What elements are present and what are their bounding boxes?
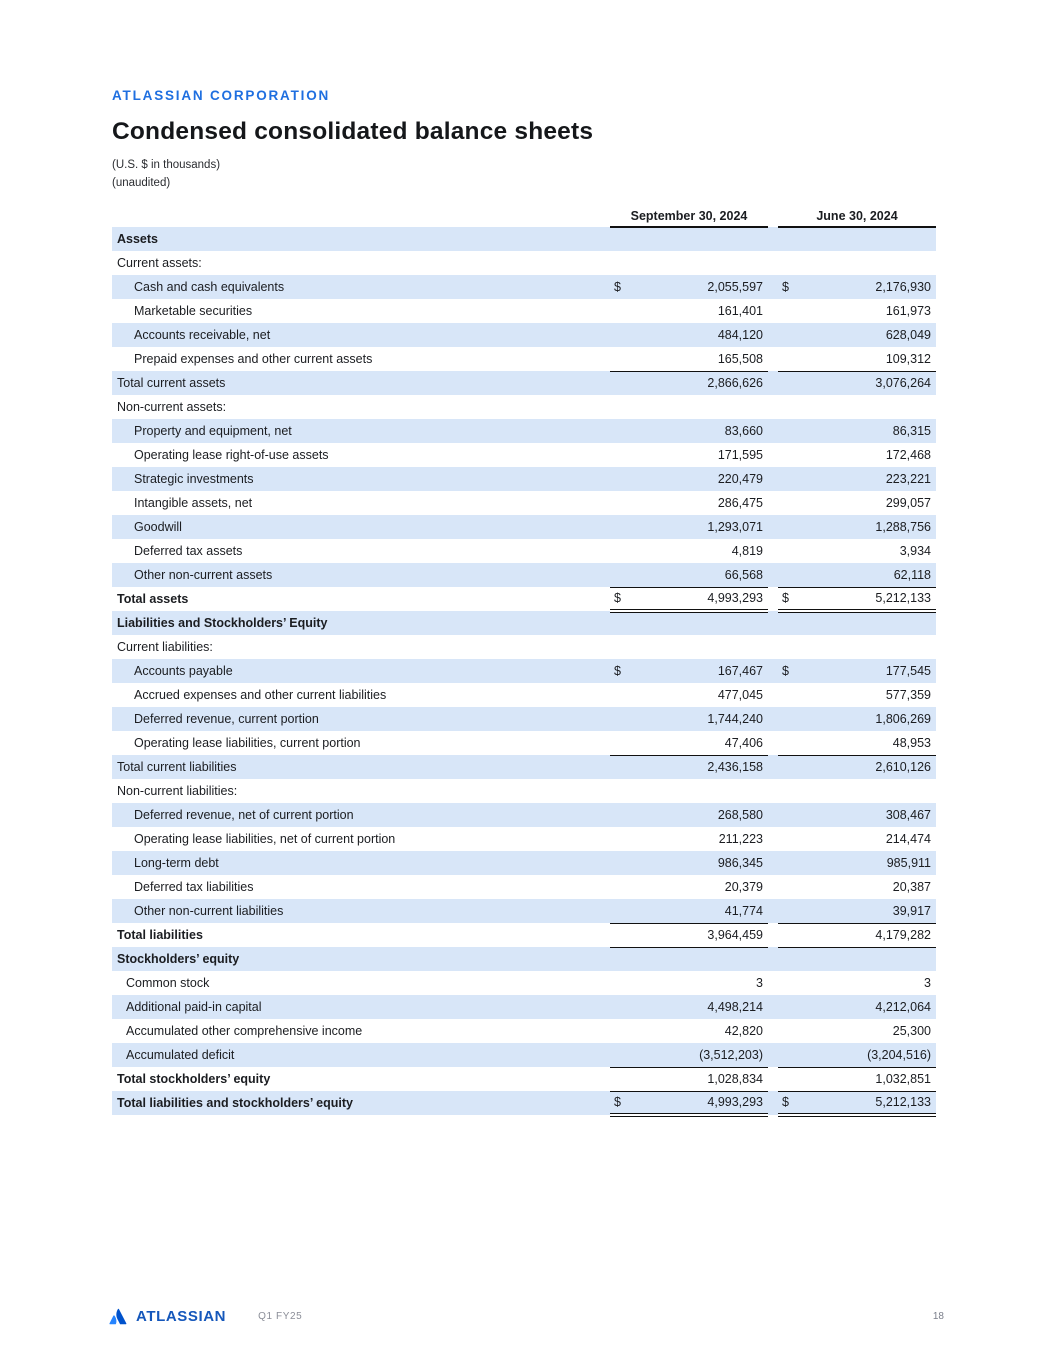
row-label: Deferred revenue, current portion	[134, 712, 319, 726]
column-gap	[768, 755, 778, 779]
value-col1: 3,964,459	[644, 923, 768, 947]
value-col2: 62,118	[812, 563, 936, 587]
row-label: Common stock	[126, 976, 210, 990]
dollar-sign-col2	[778, 539, 812, 563]
row-label: Deferred tax assets	[134, 544, 243, 558]
dollar-sign-col2	[778, 851, 812, 875]
column-gap	[768, 971, 778, 995]
column-gap	[768, 515, 778, 539]
table-row	[112, 611, 936, 635]
row-label: Other non-current assets	[134, 568, 273, 582]
value-col1: 3	[756, 976, 763, 990]
dollar-sign-col2	[778, 251, 812, 275]
column-gap	[768, 467, 778, 491]
table-row	[112, 323, 936, 347]
dollar-sign-col1	[610, 923, 644, 947]
dollar-sign-col2: $	[782, 664, 789, 678]
value-col2	[812, 635, 936, 659]
row-label: Operating lease right-of-use assets	[134, 448, 329, 462]
column-gap	[768, 947, 778, 971]
table-row	[112, 587, 936, 611]
dollar-sign-col2	[778, 995, 812, 1019]
row-label: Intangible assets, net	[134, 496, 253, 510]
column-gap	[768, 251, 778, 275]
value-col2	[812, 227, 936, 251]
row-label: Marketable securities	[134, 304, 253, 318]
atlassian-logo-icon	[108, 1306, 129, 1327]
column-gap	[768, 491, 778, 515]
value-col1: (3,512,203)	[644, 1043, 768, 1067]
value-col2: 1,806,269	[875, 712, 931, 726]
value-col1: 484,120	[717, 328, 763, 342]
dollar-sign-col2: $	[778, 1091, 812, 1115]
dollar-sign-col2	[778, 707, 812, 731]
column-gap	[768, 875, 778, 899]
dollar-sign-col2	[778, 467, 812, 491]
column-gap	[768, 1091, 778, 1115]
dollar-sign-col1	[610, 971, 644, 995]
dollar-sign-col2	[778, 875, 812, 899]
value-col2: 39,917	[812, 899, 936, 923]
value-col1	[644, 611, 768, 635]
column-gap	[768, 347, 778, 371]
balance-sheet-body	[112, 227, 936, 1115]
value-col1	[644, 227, 768, 251]
report-period: Q1 FY25	[258, 1311, 303, 1322]
column-header-june: June 30, 2024	[778, 203, 936, 227]
dollar-sign-col1	[610, 251, 644, 275]
column-gap	[768, 419, 778, 443]
dollar-sign-col1	[610, 803, 644, 827]
column-gap	[768, 683, 778, 707]
table-row	[112, 635, 936, 659]
value-col2: 1,032,851	[812, 1067, 936, 1091]
row-label: Total current assets	[117, 376, 226, 390]
column-gap	[768, 443, 778, 467]
column-gap	[768, 803, 778, 827]
dollar-sign-col1: $	[614, 664, 621, 678]
dollar-sign-col1	[610, 1019, 644, 1043]
row-label: Cash and cash equivalents	[134, 280, 285, 294]
table-row	[112, 875, 936, 899]
dollar-sign-col2	[778, 227, 812, 251]
dollar-sign-col2	[778, 683, 812, 707]
value-col2: 177,545	[885, 664, 931, 678]
value-col1: 1,293,071	[707, 520, 763, 534]
table-row	[112, 1043, 936, 1067]
dollar-sign-col2	[778, 1019, 812, 1043]
page-title: Condensed consolidated balance sheets	[112, 118, 594, 145]
dollar-sign-col1	[610, 227, 644, 251]
row-label: Deferred tax liabilities	[134, 880, 254, 894]
dollar-sign-col1	[610, 539, 644, 563]
row-label: Operating lease liabilities, net of current portion	[134, 832, 396, 846]
dollar-sign-col1	[610, 1043, 644, 1067]
column-gap	[768, 1019, 778, 1043]
dollar-sign-col1	[610, 947, 644, 971]
row-label: Current liabilities:	[117, 640, 213, 654]
dollar-sign-col2	[778, 635, 812, 659]
table-row	[112, 443, 936, 467]
dollar-sign-col1	[610, 827, 644, 851]
dollar-sign-col1	[610, 443, 644, 467]
table-row	[112, 371, 936, 395]
value-col2: 3,934	[899, 544, 931, 558]
table-row	[112, 683, 936, 707]
dollar-sign-col2	[778, 971, 812, 995]
column-gap	[768, 227, 778, 251]
table-row	[112, 755, 936, 779]
value-col2: 2,176,930	[875, 280, 931, 294]
dollar-sign-col2	[778, 827, 812, 851]
table-row	[112, 1019, 936, 1043]
dollar-sign-col1	[610, 467, 644, 491]
value-col2: 985,911	[886, 856, 931, 870]
table-row	[112, 731, 936, 755]
unaudited-note: (unaudited)	[112, 177, 171, 189]
table-row	[112, 659, 936, 683]
value-col1: 286,475	[717, 496, 763, 510]
value-col2: 109,312	[812, 347, 936, 371]
value-col2	[812, 947, 936, 971]
column-header-row	[112, 203, 936, 227]
dollar-sign-col2	[778, 443, 812, 467]
dollar-sign-col2	[778, 395, 812, 419]
column-gap	[768, 611, 778, 635]
dollar-sign-col1: $	[610, 587, 644, 611]
value-col2: 299,057	[885, 496, 931, 510]
dollar-sign-col1	[610, 707, 644, 731]
dollar-sign-col1	[610, 611, 644, 635]
value-col1: 165,508	[644, 347, 768, 371]
dollar-sign-col2	[778, 323, 812, 347]
atlassian-wordmark: ATLASSIAN	[136, 1308, 227, 1325]
row-label: Deferred revenue, net of current portion	[134, 808, 354, 822]
value-col2: 172,468	[885, 448, 931, 462]
dollar-sign-col2	[778, 731, 812, 755]
table-row	[112, 947, 936, 971]
dollar-sign-col1	[610, 851, 644, 875]
value-col2: 223,221	[885, 472, 931, 486]
row-label: Other non-current liabilities	[134, 904, 284, 918]
column-gap	[768, 563, 778, 587]
row-label: Long-term debt	[134, 856, 219, 870]
column-gap	[768, 635, 778, 659]
value-col2: 161,973	[885, 304, 931, 318]
table-row	[112, 1067, 936, 1091]
value-col1: 986,345	[717, 856, 763, 870]
dollar-sign-col1	[610, 995, 644, 1019]
row-label: Accumulated deficit	[126, 1048, 235, 1062]
dollar-sign-col2	[778, 803, 812, 827]
dollar-sign-col1	[610, 683, 644, 707]
value-col1	[644, 947, 768, 971]
row-label: Assets	[117, 232, 158, 246]
dollar-sign-col1	[610, 635, 644, 659]
value-col2: 3,076,264	[875, 376, 931, 391]
dollar-sign-col1	[610, 563, 644, 587]
column-gap	[768, 1043, 778, 1067]
row-label: Total liabilities and stockholders’ equity	[117, 1096, 353, 1110]
value-col2: 86,315	[892, 424, 931, 438]
row-label: Total current liabilities	[117, 760, 237, 774]
page-footer	[108, 1306, 948, 1327]
dollar-sign-col1	[610, 1067, 644, 1091]
dollar-sign-col2	[778, 611, 812, 635]
row-label: Accrued expenses and other current liabilities	[134, 688, 387, 702]
page-number: 18	[932, 1311, 944, 1322]
row-label: Total assets	[117, 592, 189, 606]
dollar-sign-col1	[610, 731, 644, 755]
row-label: Strategic investments	[134, 472, 254, 486]
value-col1	[644, 635, 768, 659]
value-col2: 308,467	[885, 808, 931, 822]
value-col1	[644, 779, 768, 803]
row-label: Liabilities and Stockholders’ Equity	[117, 616, 328, 630]
value-col1: 47,406	[644, 731, 768, 755]
value-col1: 1,744,240	[707, 712, 763, 726]
dollar-sign-col1: $	[614, 280, 621, 294]
page-content	[112, 0, 936, 1117]
dollar-sign-col2: $	[778, 587, 812, 611]
table-row	[112, 923, 936, 947]
table-row	[112, 491, 936, 515]
value-col2: 1,288,756	[875, 520, 931, 534]
value-col2: 4,179,282	[812, 923, 936, 947]
value-col2	[812, 611, 936, 635]
value-col1: 2,055,597	[707, 280, 763, 294]
table-row	[112, 1091, 936, 1115]
value-col1: 477,045	[717, 688, 763, 702]
row-label: Goodwill	[134, 520, 182, 534]
subtitle-notes	[112, 156, 936, 192]
column-gap	[768, 203, 778, 227]
atlassian-logo	[108, 1306, 226, 1327]
value-col1: 4,993,293	[644, 587, 768, 611]
value-col1: 4,993,293	[644, 1091, 768, 1115]
row-label: Non-current assets:	[117, 400, 227, 414]
dollar-sign-col2	[778, 491, 812, 515]
dollar-sign-col2	[778, 779, 812, 803]
dollar-sign-col1	[610, 755, 644, 779]
dollar-sign-col2	[778, 1067, 812, 1091]
column-gap	[768, 827, 778, 851]
row-label: Accounts receivable, net	[134, 328, 271, 342]
row-label: Non-current liabilities:	[117, 784, 238, 798]
dollar-sign-col1: $	[610, 1091, 644, 1115]
value-col1: 66,568	[644, 563, 768, 587]
column-gap	[768, 371, 778, 395]
column-gap	[768, 587, 778, 611]
value-col1: 4,498,214	[707, 1000, 763, 1014]
value-col2: 214,474	[885, 832, 931, 846]
row-label: Accounts payable	[134, 664, 233, 678]
value-col2: 25,300	[892, 1024, 931, 1038]
dollar-sign-col2	[778, 419, 812, 443]
dollar-sign-col2	[778, 899, 812, 923]
row-label: Current assets:	[117, 256, 202, 270]
value-col2: (3,204,516)	[812, 1043, 936, 1067]
units-note: (U.S. $ in thousands)	[112, 159, 221, 171]
value-col2: 4,212,064	[875, 1000, 931, 1014]
row-label: Accumulated other comprehensive income	[126, 1024, 363, 1038]
dollar-sign-col2	[778, 299, 812, 323]
column-gap	[768, 539, 778, 563]
table-row	[112, 395, 936, 419]
table-row	[112, 419, 936, 443]
dollar-sign-col2: $	[782, 280, 789, 294]
table-row	[112, 707, 936, 731]
row-label: Additional paid-in capital	[126, 1000, 262, 1014]
table-row	[112, 275, 936, 299]
row-label: Stockholders’ equity	[117, 952, 240, 966]
table-row	[112, 227, 936, 251]
value-col2: 577,359	[885, 688, 931, 702]
value-col2: 628,049	[885, 328, 931, 342]
value-col2	[812, 779, 936, 803]
dollar-sign-col2	[778, 515, 812, 539]
value-col1: 167,467	[717, 664, 763, 678]
dollar-sign-col1	[610, 419, 644, 443]
balance-sheet-table	[112, 203, 936, 1117]
column-gap	[768, 275, 778, 299]
table-row	[112, 563, 936, 587]
table-row	[112, 299, 936, 323]
dollar-sign-col1	[610, 515, 644, 539]
dollar-sign-col1	[610, 347, 644, 371]
dollar-sign-col2	[778, 371, 812, 395]
table-row	[112, 251, 936, 275]
table-row	[112, 515, 936, 539]
row-label: Prepaid expenses and other current assets	[134, 352, 373, 366]
value-col1: 2,436,158	[707, 760, 763, 775]
value-col1: 83,660	[724, 424, 763, 438]
column-gap	[768, 395, 778, 419]
dollar-sign-col2	[778, 923, 812, 947]
table-row	[112, 827, 936, 851]
column-gap	[768, 851, 778, 875]
value-col2	[812, 251, 936, 275]
dollar-sign-col2	[778, 947, 812, 971]
table-row	[112, 467, 936, 491]
dollar-sign-col1	[610, 779, 644, 803]
row-label: Total liabilities	[117, 928, 203, 942]
column-gap	[768, 323, 778, 347]
column-gap	[768, 995, 778, 1019]
value-col2: 48,953	[812, 731, 936, 755]
table-row	[112, 971, 936, 995]
company-name: ATLASSIAN CORPORATION	[112, 88, 331, 103]
dollar-sign-col2	[778, 755, 812, 779]
value-col2: 3	[924, 976, 931, 990]
row-label: Total stockholders’ equity	[117, 1072, 271, 1086]
dollar-sign-col1	[610, 875, 644, 899]
dollar-sign-col1	[610, 491, 644, 515]
table-row	[112, 803, 936, 827]
dollar-sign-col2	[778, 347, 812, 371]
column-gap	[768, 659, 778, 683]
value-col1: 4,819	[731, 544, 763, 558]
dollar-sign-col1	[610, 395, 644, 419]
dollar-sign-col1	[610, 299, 644, 323]
column-gap	[768, 731, 778, 755]
dollar-sign-col1	[610, 371, 644, 395]
value-col1	[644, 395, 768, 419]
table-row	[112, 899, 936, 923]
value-col1: 41,774	[644, 899, 768, 923]
column-gap	[768, 899, 778, 923]
value-col1: 268,580	[717, 808, 763, 822]
value-col2: 20,387	[892, 880, 931, 894]
value-col2: 5,212,133	[812, 1091, 936, 1115]
dollar-sign-col2	[778, 1043, 812, 1067]
value-col1: 1,028,834	[644, 1067, 768, 1091]
value-col1: 171,595	[717, 448, 763, 462]
value-col1: 220,479	[717, 472, 763, 486]
row-label: Property and equipment, net	[134, 424, 292, 438]
value-col1: 161,401	[717, 304, 763, 318]
table-row	[112, 539, 936, 563]
table-row	[112, 995, 936, 1019]
value-col2: 5,212,133	[812, 587, 936, 611]
dollar-sign-col1	[610, 899, 644, 923]
dollar-sign-col1	[610, 323, 644, 347]
row-label: Operating lease liabilities, current portion	[134, 736, 361, 750]
column-gap	[768, 779, 778, 803]
value-col2: 2,610,126	[875, 760, 931, 775]
value-col1	[644, 251, 768, 275]
column-header-september: September 30, 2024	[610, 203, 768, 227]
column-gap	[768, 299, 778, 323]
column-gap	[768, 707, 778, 731]
column-gap	[768, 923, 778, 947]
value-col2	[812, 395, 936, 419]
value-col1: 20,379	[724, 880, 763, 894]
value-col1: 42,820	[724, 1024, 763, 1038]
table-row	[112, 779, 936, 803]
label-column-header	[112, 203, 610, 227]
value-col1: 211,223	[718, 832, 763, 846]
value-col1: 2,866,626	[707, 376, 763, 391]
dollar-sign-col2	[778, 563, 812, 587]
table-row	[112, 851, 936, 875]
table-row	[112, 347, 936, 371]
column-gap	[768, 1067, 778, 1091]
